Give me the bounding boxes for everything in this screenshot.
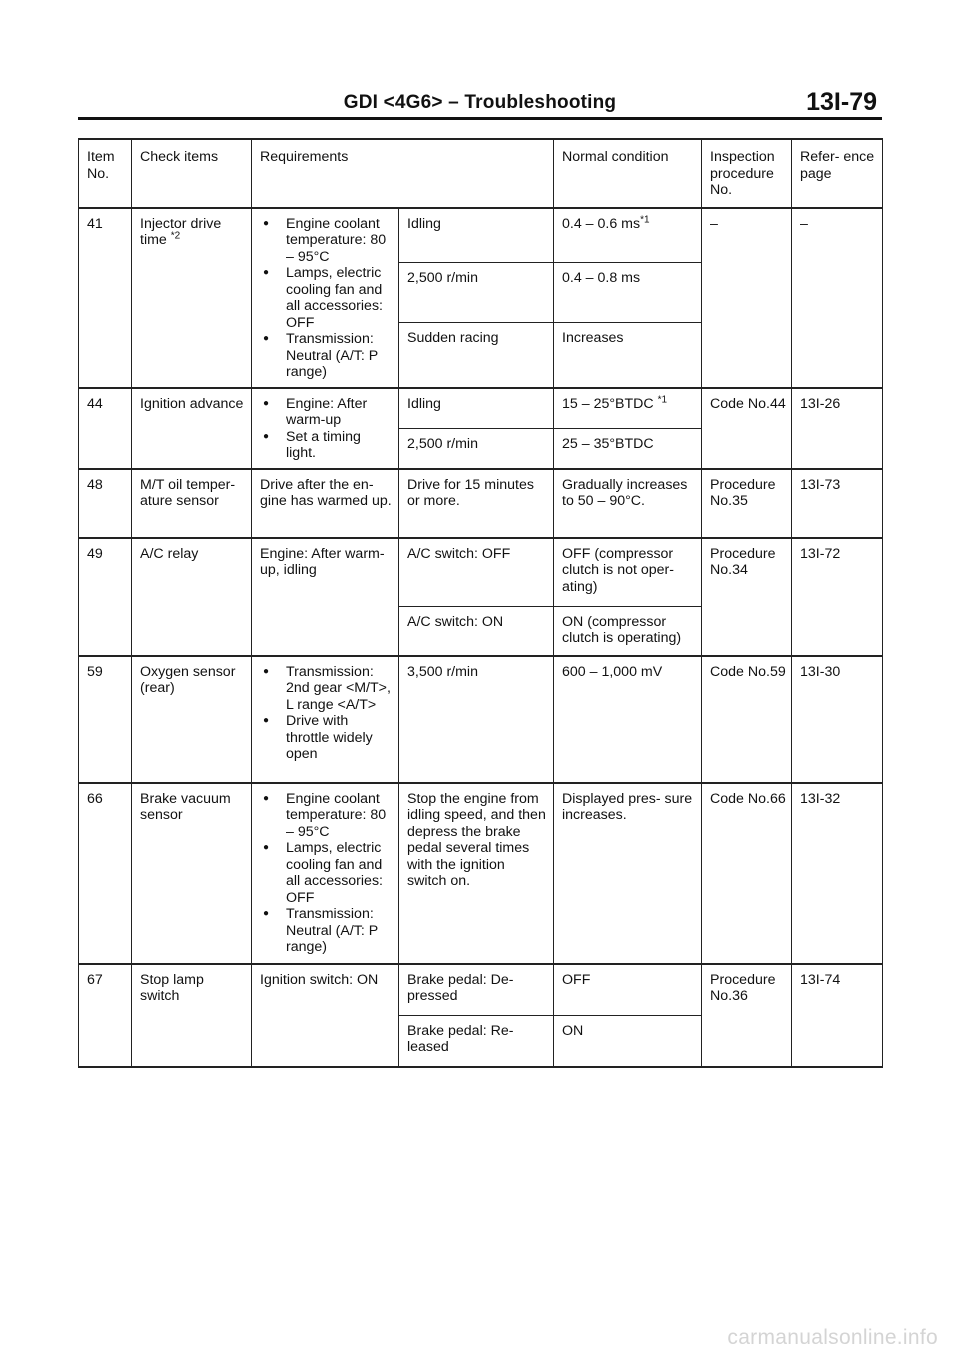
col-header-requirements: Requirements	[252, 139, 554, 208]
inspection-cell: Code No.59	[702, 656, 792, 783]
col-header-reference-page: Refer- ence page	[792, 139, 883, 208]
normal-condition-cell	[554, 208, 702, 263]
normal-value: 0.4 – 0.6 ms	[562, 215, 641, 232]
check-item-cell: Ignition advance	[132, 388, 252, 469]
normal-condition-cell: 0.4 – 0.8 ms	[554, 262, 702, 322]
check-item-cell: Stop lamp switch	[132, 964, 252, 1067]
requirement-item: ● Transmission: Neutral (A/T: P range)	[260, 906, 393, 956]
inspection-cell: Code No.66	[702, 783, 792, 964]
requirement-item: ● Lamps, electric cooling fan and all accessories: OFF	[260, 265, 393, 331]
inspection-cell: Procedure No.35	[702, 469, 792, 538]
normal-condition-cell: Displayed pres- sure increases.	[554, 783, 702, 964]
col-header-inspection-procedure: Inspection procedure No.	[702, 139, 792, 208]
condition-cell: Idling	[399, 208, 554, 263]
condition-cell: 2,500 r/min	[399, 262, 554, 322]
reference-cell: 13I-26	[792, 388, 883, 469]
normal-condition-cell: ON	[554, 1015, 702, 1067]
item-no-cell: 44	[79, 388, 132, 469]
table-header-row	[79, 139, 883, 208]
watermark: carmanualsonline.info	[727, 1326, 938, 1349]
item-no-cell: 66	[79, 783, 132, 964]
inspection-cell: –	[702, 208, 792, 388]
table-row	[79, 538, 883, 607]
table-row	[79, 783, 883, 964]
check-item-cell: A/C relay	[132, 538, 252, 656]
col-header-normal-condition: Normal condition	[554, 139, 702, 208]
condition-cell: Brake pedal: Re- leased	[399, 1015, 554, 1067]
requirements-cell	[252, 388, 399, 469]
item-no-cell: 59	[79, 656, 132, 783]
reference-cell: 13I-30	[792, 656, 883, 783]
requirement-item: ● Lamps, electric cooling fan and all accessories: OFF	[260, 840, 393, 906]
normal-condition-cell	[554, 388, 702, 429]
page-number: 13I-79	[806, 88, 877, 116]
item-no-cell: 48	[79, 469, 132, 538]
requirement-item: ● Engine coolant temperature: 80 – 95°C	[260, 791, 393, 841]
requirement-item: ● Engine: After warm-up	[260, 396, 393, 429]
reference-cell: 13I-72	[792, 538, 883, 656]
page-title: GDI <4G6> – Troubleshooting	[343, 92, 617, 113]
table-row	[79, 656, 883, 783]
normal-condition-cell: ON (compressor clutch is operating)	[554, 606, 702, 656]
requirement-item: ● Set a timing light.	[260, 429, 393, 462]
col-header-check-items: Check items	[132, 139, 252, 208]
condition-cell: Idling	[399, 388, 554, 429]
condition-cell: Stop the engine from idling speed, and then depress the brake pedal several times with the ignition switch on.	[399, 783, 554, 964]
condition-cell: Drive for 15 minutes or more.	[399, 469, 554, 538]
inspection-cell: Procedure No.34	[702, 538, 792, 656]
item-no-cell: 41	[79, 208, 132, 388]
inspection-cell: Procedure No.36	[702, 964, 792, 1067]
table-row	[79, 469, 883, 538]
requirements-cell: Ignition switch: ON	[252, 964, 399, 1067]
normal-condition-cell: Increases	[554, 323, 702, 388]
requirements-cell	[252, 208, 399, 388]
header-rule	[78, 117, 882, 120]
footnote-marker: *1	[657, 393, 668, 405]
inspection-cell: Code No.44	[702, 388, 792, 469]
normal-condition-cell: 25 – 35°BTDC	[554, 428, 702, 469]
condition-cell: Sudden racing	[399, 323, 554, 388]
col-header-item-no: Item No.	[79, 139, 132, 208]
reference-cell: 13I-32	[792, 783, 883, 964]
requirements-cell	[252, 656, 399, 783]
normal-condition-cell: 600 – 1,000 mV	[554, 656, 702, 783]
check-item-text: Injector drive time	[140, 215, 222, 248]
normal-condition-cell: Gradually increases to 50 – 90°C.	[554, 469, 702, 538]
requirements-cell	[252, 783, 399, 964]
check-item-cell: M/T oil temper- ature sensor	[132, 469, 252, 538]
normal-value: 15 – 25°BTDC	[562, 395, 654, 412]
footnote-marker: *1	[640, 213, 650, 225]
requirements-cell: Engine: After warm- up, idling	[252, 538, 399, 656]
normal-condition-cell: OFF (compressor clutch is not oper- ating)	[554, 538, 702, 607]
check-item-cell: Oxygen sensor (rear)	[132, 656, 252, 783]
reference-cell: 13I-73	[792, 469, 883, 538]
requirement-item: ● Engine coolant temperature: 80 – 95°C	[260, 216, 393, 266]
reference-cell: –	[792, 208, 883, 388]
condition-cell: A/C switch: OFF	[399, 538, 554, 607]
reference-cell: 13I-74	[792, 964, 883, 1067]
requirement-item: ● Drive with throttle widely open	[260, 713, 393, 763]
item-no-cell: 49	[79, 538, 132, 656]
condition-cell: Brake pedal: De- pressed	[399, 964, 554, 1016]
troubleshooting-table	[78, 138, 883, 1068]
table-row	[79, 964, 883, 1016]
condition-cell: A/C switch: ON	[399, 606, 554, 656]
footnote-marker: *2	[170, 230, 181, 242]
normal-condition-cell: OFF	[554, 964, 702, 1016]
requirement-item: ● Transmission: Neutral (A/T: P range)	[260, 331, 393, 381]
requirements-cell: Drive after the en- gine has warmed up.	[252, 469, 399, 538]
item-no-cell: 67	[79, 964, 132, 1067]
table-row	[79, 388, 883, 429]
requirement-item: ● Transmission: 2nd gear <M/T>, L range <A/T>	[260, 664, 393, 714]
table-row	[79, 208, 883, 263]
check-item-cell: Brake vacuum sensor	[132, 783, 252, 964]
condition-cell: 2,500 r/min	[399, 428, 554, 469]
check-item-cell	[132, 208, 252, 388]
condition-cell: 3,500 r/min	[399, 656, 554, 783]
